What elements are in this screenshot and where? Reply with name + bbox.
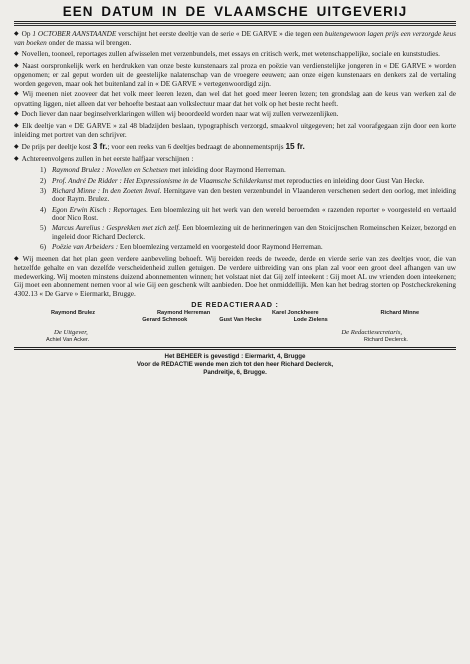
item-text: Een bloemlezing uit het werk van den wereld beroemden « razenden reporter » voorgesteld en vertaald door Nico Rost. xyxy=(52,205,457,223)
board-member: Karel Jonckheere xyxy=(272,310,319,316)
price-phrase: buitengewoon lagen prijs een verzorgde keus van boeken xyxy=(14,30,456,48)
paragraph-appeal xyxy=(14,255,456,298)
subscription-price: 15 fr. xyxy=(285,141,305,152)
paragraph-announcement xyxy=(14,30,456,48)
price-per-volume: 3 fr. xyxy=(92,141,108,152)
item-number: 1) xyxy=(40,166,47,175)
paragraph-judgement xyxy=(14,110,456,119)
text: Doch liever dan naar beginselverklaringen willen wij beoordeeld worden naar wat wij zullen verwezenlijken. xyxy=(21,110,339,119)
item-title: Raymond Brulez : Novellen en Schetsen xyxy=(52,166,168,175)
item-title: Richard Minne : In den Zoeten Inval. xyxy=(52,186,162,195)
publisher-name: Achiel Van Acker. xyxy=(46,337,90,343)
secretary-role: De Redactiesecretaris, xyxy=(341,329,402,336)
bullet-icon: ◆ xyxy=(14,144,19,151)
headline-rule xyxy=(14,21,456,22)
item-number: 5) xyxy=(40,224,47,233)
item-text: Een bloemlezing uit de herinneringen van den Stoicijnschen Romeinschen Keizer, bezorgd en ingeleid door Richard Declerck. xyxy=(52,224,456,241)
board-member: Raymond Brulez xyxy=(50,310,96,316)
item-title: Marcus Aurelius : Gesprekken met zich zelf. xyxy=(52,224,181,233)
editorial-names-row1 xyxy=(14,310,456,317)
text: Wij meenen niet zooveer dat het volk meer leeren lezen, dan wel dat het goed meer leeren lezen; ten grondslag aan de keus van werken zal de opvatting liggen, niet alleen dat ver behoefte bestaat aan volkslectuur maar dat het volk op het beste recht heeft. xyxy=(14,90,456,108)
paragraph-genres xyxy=(14,50,456,59)
item-text: Een bloemlezing verzameld en voorgesteld door Raymond Herreman. xyxy=(118,243,323,252)
editorial-board-title: DE REDACTIERAAD : xyxy=(191,300,279,309)
footer-address: Het BEHEER is gevestigd : Eiermarkt, 4, Brugge xyxy=(164,353,306,360)
text: Wij meenen dat het plan geen verdere aanbeveling behoeft. Wij bereiden reeds de tweede, derde en vierde serie van zes deeltjes voor, die van hetzelfde gehalte en van dezelfde verscheidenheid zullen getuigen. De verdere uitbreiding van ons plan zal voor een groot deel afhangen van uw medewerking. Wij moeten minstens duizend abonnementen winnen; het volstaat niet dat Gij zelf inteekent : Gij moet AL uw vrienden doen inteekenen; Gij moet een abonnement nemen voor al wie Gij een geschenk wilt aanbieden. Doe het onmiddellijk. Men kan het bedrag storten op Postcheckrekening 4302.13 « De Garve » Eiermarkt, Brugge. xyxy=(14,254,456,298)
bullet-icon: ◆ xyxy=(14,31,19,37)
board-member: Raymond Herreman xyxy=(156,310,211,316)
secretary-name: Richard Declerck. xyxy=(363,337,408,343)
board-member: Lode Zielens xyxy=(293,317,328,323)
bullet-icon: ◆ xyxy=(14,62,20,69)
bullet-icon: ◆ xyxy=(14,91,20,98)
text: Naast oorspronkelijk werk en herdrukken van onze beste kunstenaars zal proza en poëzie van verdienstelijke jongeren in « DE GARVE » worden opgenomen; er zal geput worden uit de geestelijke nalatenschap van de vroegere eeuwen; aan onze eigen kunstenaars en denkers zal de vertaling worden gegeven, maar ook het buitenland zal in « DE GARVE » vertegenwoordigd zijn. xyxy=(14,61,456,88)
bullet-icon: ◆ xyxy=(14,255,20,262)
bullet-icon: ◆ xyxy=(14,155,19,162)
role-names-row xyxy=(14,337,456,344)
text: Elk deeltje van « DE GARVE » zal 48 bladzijden beslaan, typographisch verzorgd, smaakvol uitgegeven; het zal voorafgegaan zijn door een korte inleiding met portret van den schrijver. xyxy=(14,122,456,140)
text: Achtereenvolgens zullen in het eerste halfjaar verschijnen : xyxy=(21,154,194,163)
headline: EEN DATUM IN DE VLAAMSCHE UITGEVERIJ xyxy=(62,4,408,19)
text: onder de massa wil brengen. xyxy=(46,39,132,48)
item-number: 3) xyxy=(40,186,47,195)
item-number: 4) xyxy=(40,205,47,214)
item-title: Egon Erwin Kisch : Reportages. xyxy=(52,205,148,214)
list-item xyxy=(14,224,456,241)
paragraph-mission xyxy=(14,90,456,108)
list-item xyxy=(14,243,456,251)
date-text: 1 OCTOBER AANSTAANDE xyxy=(32,30,117,38)
item-number: 2) xyxy=(40,176,47,185)
footer-editorial-contact: Voor de REDACTIE wende men zich tot den heer Richard Declerck, xyxy=(136,361,334,368)
item-title: Prof. André De Ridder : Het Expressionisme in de Vlaamsche Schilderkunst xyxy=(52,176,273,185)
editorial-names-row2 xyxy=(14,317,456,324)
bullet-icon: ◆ xyxy=(14,123,20,130)
roles-row xyxy=(14,329,456,337)
volume-list xyxy=(14,166,456,252)
item-text: met inleiding door Raymond Herreman. xyxy=(167,166,286,175)
text: ; voor een reeks van 6 deeltjes bedraagt de abonnementsprijs xyxy=(107,143,286,152)
list-item xyxy=(14,206,456,223)
bullet-icon: ◆ xyxy=(14,51,19,58)
text: Novellen, tooneel, reportages zullen afwisselen met verzenbundels, met essays en critisch werk, met wetenschappelijke, sociale en kunststudies. xyxy=(21,50,440,59)
board-member: Richard Minne xyxy=(380,310,420,316)
item-number: 6) xyxy=(40,243,47,252)
paragraph-schedule xyxy=(14,155,456,164)
bullet-icon: ◆ xyxy=(14,111,19,118)
item-title: Poëzie van Arbeiders : xyxy=(52,243,119,252)
footer-rule-2 xyxy=(14,349,456,350)
headline-double-rule xyxy=(14,23,456,26)
item-text: met reproducties en inleiding door Gust Van Hecke. xyxy=(272,176,425,185)
text: verschijnt het eerste deeltje van de serie « DE GARVE » die tegen een xyxy=(116,30,325,38)
footer-rule xyxy=(14,347,456,348)
publisher-role: De Uitgever, xyxy=(54,329,88,336)
list-item xyxy=(14,177,456,185)
paragraph-content xyxy=(14,62,456,88)
board-member: Gust Van Hecke xyxy=(219,317,262,323)
footer-editorial-address: Pandreitje, 6, Brugge. xyxy=(203,369,267,376)
list-item xyxy=(14,187,456,204)
text: De prijs per deeltje kost xyxy=(21,143,93,152)
text: Op xyxy=(21,30,33,38)
paragraph-price xyxy=(14,142,456,152)
item-text: Hernitgave van den besten verzenbundel in Vlaanderen verschenen sedert den oorlog, met inleiding door Raym. Brulez. xyxy=(52,186,456,204)
paragraph-format xyxy=(14,122,456,140)
list-item xyxy=(14,166,456,174)
board-member: Gerard Schmook xyxy=(142,317,188,323)
